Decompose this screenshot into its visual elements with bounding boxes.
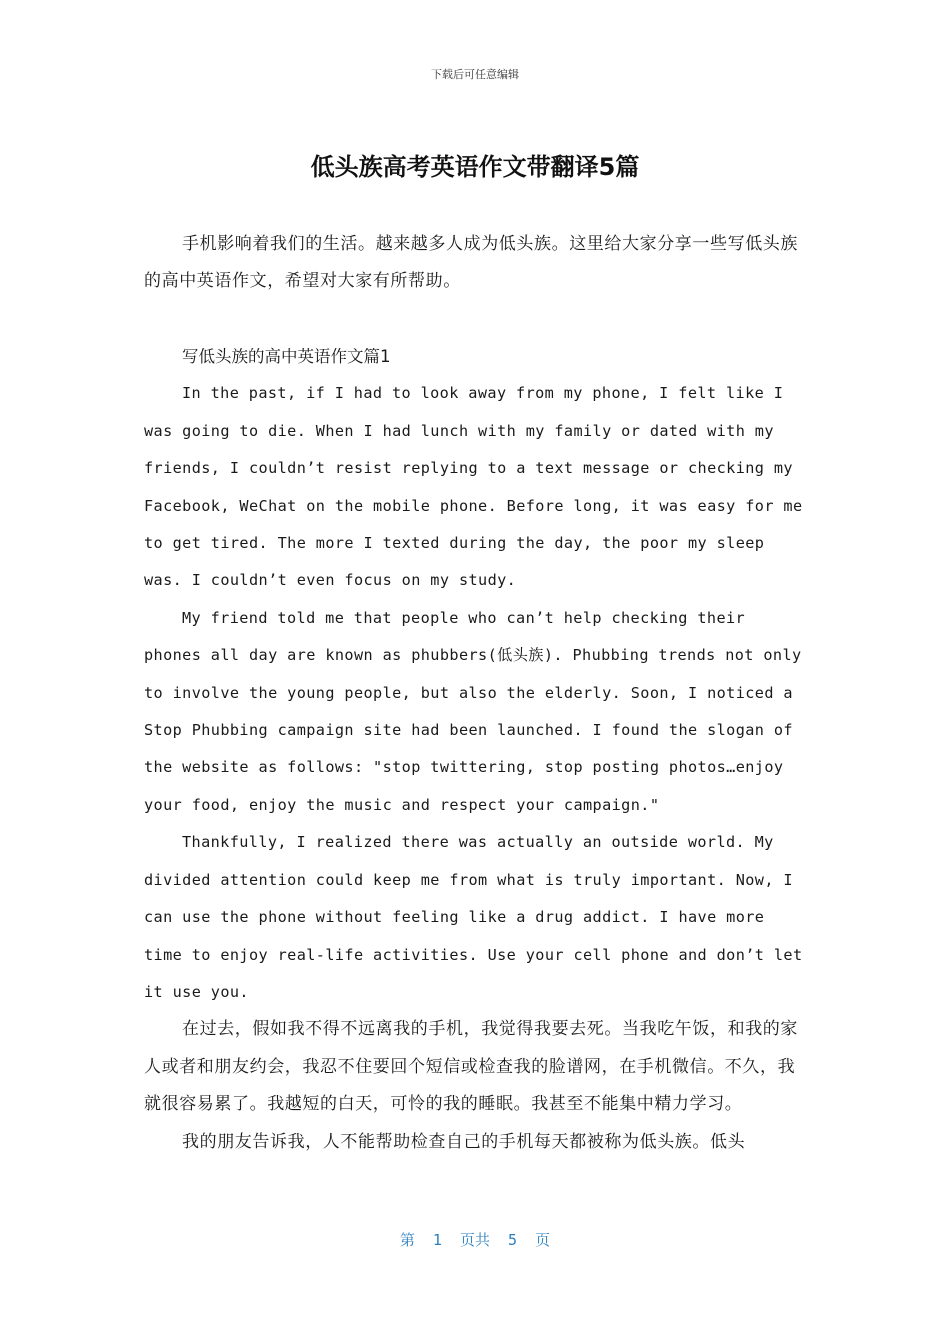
- total-page-number: 5: [508, 1231, 518, 1249]
- english-paragraph: My friend told me that people who can’t help checking their phones all day are known as phubbers(低头族). Phubbing trends not only to involve the young people, but also the elderly. Soon, I noticed a Stop Phubbing campaign site had been launched. I found the slogan of the website as follows: "stop twittering, stop posting photos…enjoy your food, enjoy the music and respect your campaign.": [144, 608, 802, 814]
- chinese-translation-paragraph: 在过去，假如我不得不远离我的手机，我觉得我要去死。当我吃午饭，和我的家人或者和朋友约会，我忍不住要回个短信或检查我的脸谱网，在手机微信。不久，我就很容易累了。我越短的白天，可怜的我的睡眠。我甚至不能集中精力学习。: [144, 1019, 798, 1115]
- english-paragraph: In the past, if I had to look away from my phone, I felt like I was going to die. When I had lunch with my family or dated with my friends, I couldn’t resist replying to a text message or checking my Facebook, WeChat on the mobile phone. Before long, it was easy for me to get tired. The more I texted during the day, the poor my sleep was. I couldn’t even focus on my study.: [144, 384, 803, 590]
- current-page-number: 1: [432, 1231, 442, 1249]
- section-heading: 写低头族的高中英语作文篇1: [182, 347, 391, 366]
- footer-prefix: 第: [399, 1231, 415, 1249]
- chinese-translation-paragraph: 我的朋友告诉我，人不能帮助检查自己的手机每天都被称为低头族。低头: [182, 1131, 746, 1152]
- page-number-footer: [0, 1229, 950, 1250]
- document-title: 低头族高考英语作文带翻译5篇: [310, 153, 640, 181]
- page-header-note: 下载后可任意编辑: [431, 68, 519, 81]
- footer-middle: 页共: [459, 1231, 490, 1249]
- footer-suffix: 页: [535, 1231, 551, 1249]
- english-paragraph: Thankfully, I realized there was actually an outside world. My divided attention could keep me from what is truly important. Now, I can use the phone without feeling like a drug addict. I have more time to enjoy real-life activities. Use your cell phone and don’t let it use you.: [144, 833, 803, 1001]
- intro-paragraph: 手机影响着我们的生活。越来越多人成为低头族。这里给大家分享一些写低头族的高中英语作文，希望对大家有所帮助。: [144, 234, 798, 292]
- essay-section: [144, 338, 808, 1161]
- intro-block: [144, 226, 808, 301]
